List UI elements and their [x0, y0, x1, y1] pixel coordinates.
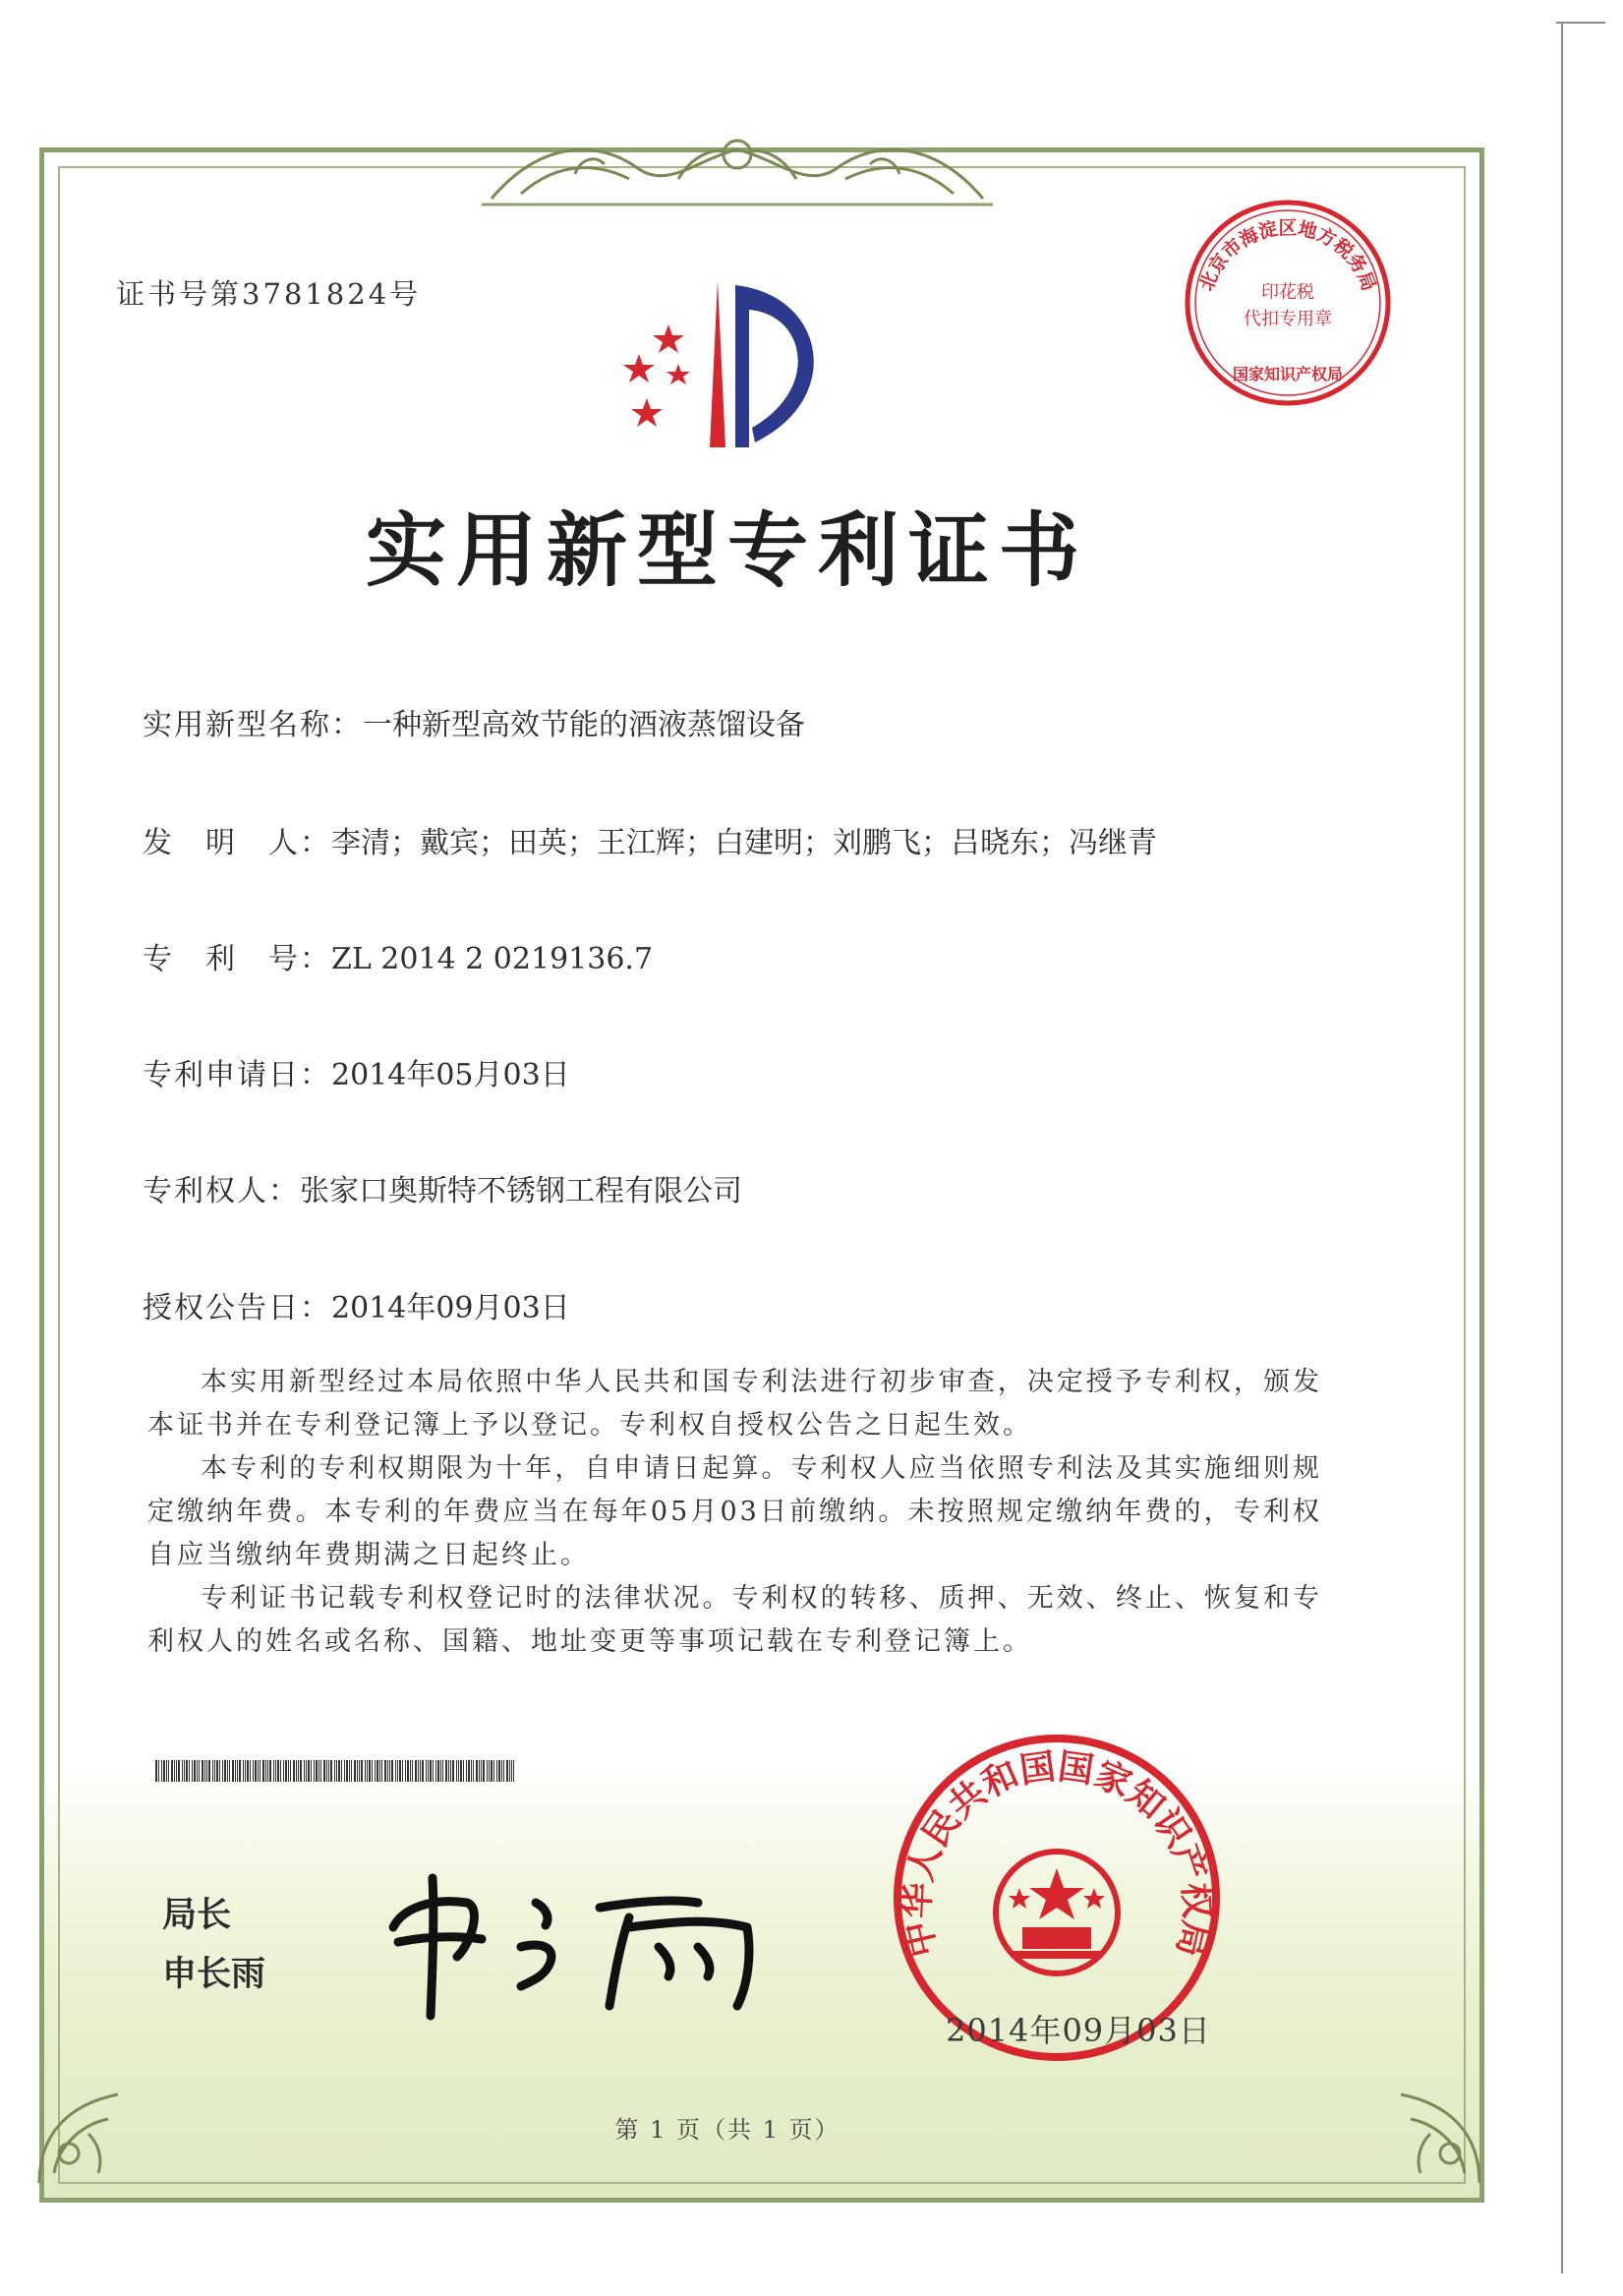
paragraph-examination: 本实用新型经过本局依照中华人民共和国专利法进行初步审查，决定授予专利权，颁发本证书并在专利登记簿上予以登记。专利权自授权公告之日起生效。: [147, 1367, 1322, 1441]
cnipa-logo-icon: [609, 270, 865, 467]
grant-date-label: 授权公告日：: [143, 1291, 331, 1325]
scan-edge-line: [1561, 22, 1563, 2273]
application-date-value: 2014年05月03日: [331, 1058, 570, 1092]
patent-owner-label: 专利权人：: [143, 1174, 300, 1208]
grant-date-value: 2014年09月03日: [331, 1291, 570, 1325]
application-date-field: [143, 1050, 570, 1093]
utility-model-name-label: 实用新型名称：: [143, 708, 363, 742]
svg-text:代扣专用章: 代扣专用章: [1244, 309, 1332, 329]
director-name: 申长雨: [162, 1955, 266, 1994]
director-title: 局长: [162, 1896, 232, 1935]
patent-owner-value: 张家口奥斯特不锈钢工程有限公司: [300, 1174, 742, 1208]
paragraph-legal-status: 专利证书记载专利权登记时的法律状况。专利权的转移、质押、无效、终止、恢复和专利权人的姓名或名称、国籍、地址变更等事项记载在专利登记簿上。: [147, 1583, 1322, 1657]
svg-text:国家知识产权局: 国家知识产权局: [1232, 365, 1344, 383]
seal-date: 2014年09月03日: [946, 2012, 1211, 2049]
grant-date-field: [143, 1283, 570, 1326]
page-number: 第 1 页（共 1 页）: [614, 2116, 840, 2144]
patent-owner-field: [143, 1166, 742, 1209]
barcode-icon: [155, 1760, 514, 1782]
top-ornament-icon: [482, 120, 993, 208]
utility-model-name-field: [143, 700, 805, 743]
utility-model-name-value: 一种新型高效节能的酒液蒸馏设备: [363, 708, 805, 742]
patent-number-value: ZL 2014 2 0219136.7: [331, 942, 654, 976]
tax-seal-stamp: [1180, 195, 1396, 411]
patent-number-field: [143, 934, 653, 977]
svg-text:中华人民共和国国家知识产权局: 中华人民共和国国家知识产权局: [897, 1746, 1217, 1962]
application-date-label: 专利申请日：: [143, 1058, 331, 1092]
certificate-title: 实用新型专利证书: [365, 504, 1089, 598]
svg-text:印花税: 印花税: [1261, 282, 1314, 303]
national-emblem-icon: [996, 1852, 1118, 1973]
certificate-number: 证书号第3781824号: [116, 277, 422, 311]
svg-text:北京市海淀区地方税务局: 北京市海淀区地方税务局: [1195, 217, 1380, 294]
inventor-label: 发 明 人：: [143, 826, 331, 860]
inventor-field: [143, 818, 1157, 861]
paragraph-term: 本专利的专利权期限为十年，自申请日起算。专利权人应当依照专利法及其实施细则规定缴纳年费。本专利的年费应当在每年05月03日前缴纳。未按照规定缴纳年费的，专利权自应当缴纳年费期满之日起终止。: [147, 1453, 1322, 1570]
inventor-value: 李清；戴宾；田英；王江辉；白建明；刘鹏飞；吕晓东；冯继青: [331, 826, 1157, 860]
patent-number-label: 专 利 号：: [143, 942, 331, 976]
scan-edge-line-top: [1556, 22, 1605, 24]
handwritten-signature-icon: [374, 1849, 786, 2026]
